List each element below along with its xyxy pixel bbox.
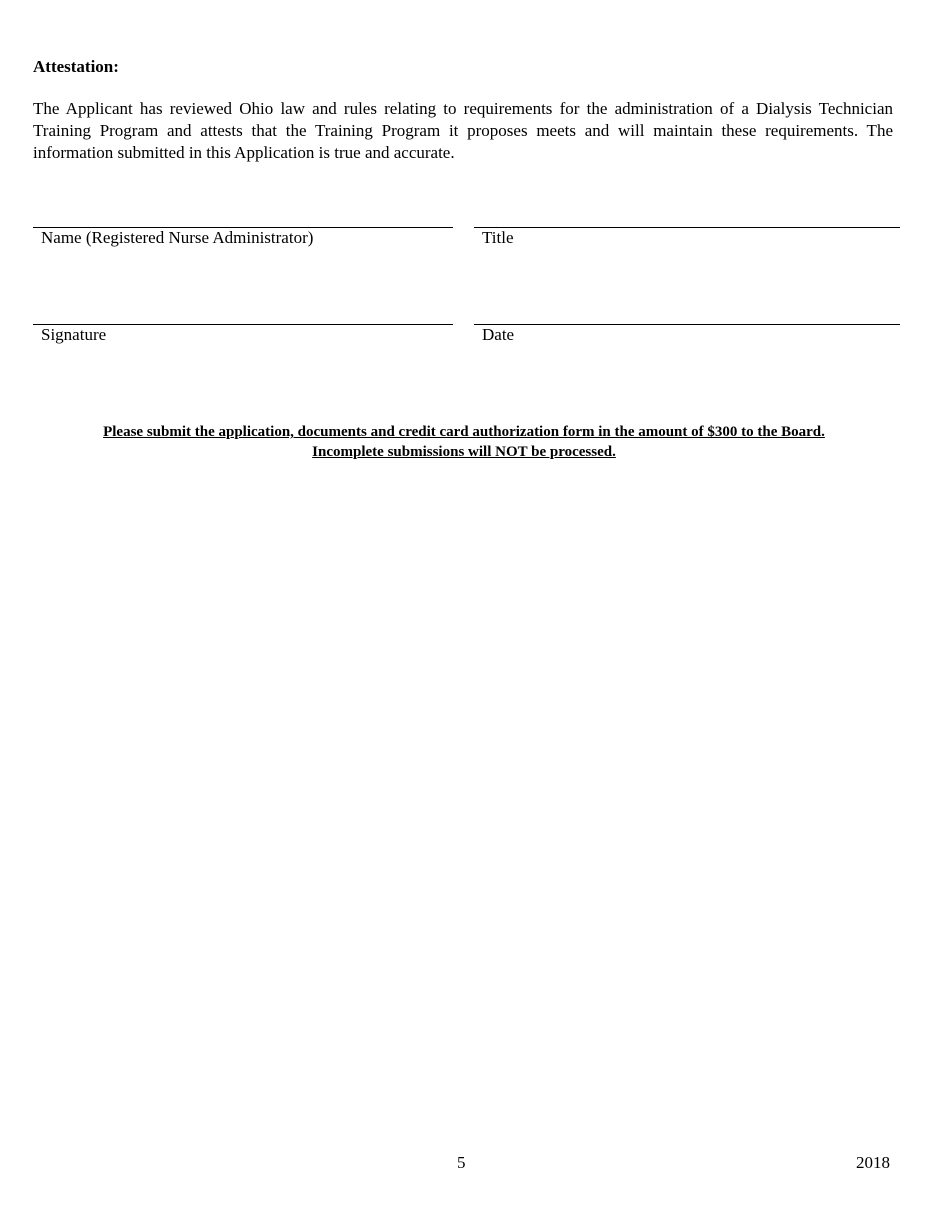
title-field[interactable] [474,227,900,257]
title-signature-line [474,227,900,228]
submission-notice-line1: Please submit the application, documents and credit card authorization form in the amount of $300 to the Board. [103,424,825,440]
title-field-label: Title [482,228,514,247]
submission-notice [33,422,895,462]
attestation-heading: Attestation: [33,57,119,76]
attestation-statement: The Applicant has reviewed Ohio law and rules relating to requirements for the administration of a Dialysis Technician Training Program and attests that the Training Program it proposes meets and will maintain these requirements. The information submitted in this Application is true and accurate. [33,99,893,162]
date-field-label: Date [482,325,515,344]
name-field[interactable] [33,227,453,257]
date-signature-line [474,324,900,325]
signature-field[interactable] [33,324,453,354]
footer-year: 2018 [856,1153,890,1172]
submission-notice-line2: Incomplete submissions will NOT be processed. [312,444,616,460]
date-field[interactable] [474,324,900,354]
name-field-label: Name (Registered Nurse Administrator) [41,228,314,247]
page-number: 5 [457,1153,466,1172]
signature-field-label: Signature [41,325,107,344]
